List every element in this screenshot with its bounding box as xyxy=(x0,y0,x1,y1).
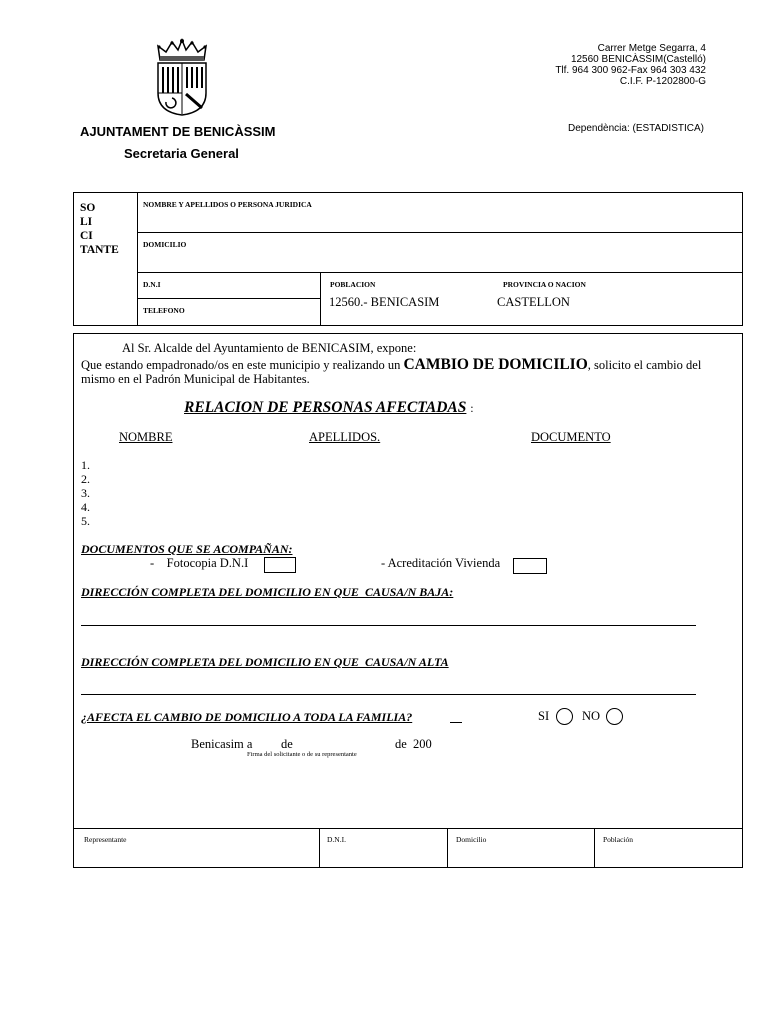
dni-field-label: D.N.I xyxy=(143,280,161,289)
yes-label: SI xyxy=(538,709,550,723)
coat-of-arms-logo xyxy=(152,38,212,116)
address-field-label: DOMICILIO xyxy=(143,240,187,249)
yes-radio[interactable] xyxy=(556,708,573,725)
no-radio[interactable] xyxy=(606,708,623,725)
footer-town-label: Población xyxy=(603,835,633,844)
list-item[interactable]: 5. xyxy=(81,514,90,528)
signature-note: Firma del solicitante o de su representante xyxy=(247,751,357,758)
documents-title: DOCUMENTOS QUE SE ACOMPAÑAN: xyxy=(81,542,293,556)
province-value[interactable]: CASTELLON xyxy=(497,295,570,309)
list-item[interactable]: 3. xyxy=(81,486,90,500)
address-field[interactable] xyxy=(138,250,742,271)
list-item[interactable]: 4. xyxy=(81,500,90,514)
dni-field[interactable] xyxy=(138,289,319,297)
address-block xyxy=(466,43,706,87)
address-line: Carrer Metge Segarra, 4 xyxy=(597,43,706,54)
person-list xyxy=(81,458,90,528)
removal-address-title: DIRECCIÓN COMPLETA DEL DOMICILIO EN QUE CAUSA/N BAJA: xyxy=(81,585,454,599)
list-item[interactable]: 1. xyxy=(81,458,90,472)
doc-dni-label: - Fotocopia D.N.I xyxy=(150,556,249,570)
dependency-label: Dependència: (ESTADISTICA) xyxy=(568,123,704,134)
address-line: 12560 BENICÀSSIM(Castelló) xyxy=(570,54,706,65)
greeting-text: Al Sr. Alcalde del Ayuntamiento de BENICASIM, expone: xyxy=(122,341,417,355)
province-field-label: PROVINCIA O NACION xyxy=(503,280,586,289)
relation-title: RELACION DE PERSONAS AFECTADAS : xyxy=(184,399,474,416)
statement-line2: mismo en el Padrón Municipal de Habitantes. xyxy=(81,372,310,386)
footer-representative-label: Representante xyxy=(84,835,127,844)
no-label: NO xyxy=(582,709,601,723)
department-name: Secretaria General xyxy=(124,146,239,161)
address-line: Tlf. 964 300 962-Fax 964 303 432 xyxy=(555,65,706,76)
registration-address-line[interactable] xyxy=(81,694,696,695)
doc-housing-checkbox[interactable] xyxy=(513,558,547,574)
footer-address-label: Domicilio xyxy=(456,835,487,844)
doc-dni-checkbox[interactable] xyxy=(264,557,296,573)
phone-field[interactable] xyxy=(138,315,319,325)
footer-dni-label: D.N.I. xyxy=(327,835,346,844)
place-date-de2: de 200 xyxy=(395,737,432,751)
list-item[interactable]: 2. xyxy=(81,472,90,486)
city-hall-name: AJUNTAMENT DE BENICÀSSIM xyxy=(80,124,276,139)
registration-address-title: DIRECCIÓN COMPLETA DEL DOMICILIO EN QUE CAUSA/N ALTA xyxy=(81,655,449,669)
name-field[interactable] xyxy=(138,210,742,231)
statement-text: Que estando empadronado/os en este municipio y realizando un CAMBIO DE DOMICILIO, solicito el cambio del xyxy=(81,356,702,373)
name-field-label: NOMBRE Y APELLIDOS O PERSONA JURIDICA xyxy=(143,200,312,209)
family-question: ¿AFECTA EL CAMBIO DE DOMICILIO A TODA LA FAMILIA? xyxy=(81,710,413,724)
column-header-surnames: APELLIDOS. xyxy=(309,430,381,444)
phone-field-label: TELEFONO xyxy=(143,306,185,315)
column-header-document: DOCUMENTO xyxy=(531,430,611,444)
place-date-de1: de xyxy=(281,737,293,751)
column-header-name: NOMBRE xyxy=(119,430,173,444)
place-date-a: Benicasim a xyxy=(191,737,253,751)
applicant-side-label: SO LI CI TANTE xyxy=(80,202,119,256)
doc-housing-label: - Acreditación Vivienda xyxy=(381,556,501,570)
town-field-label: POBLACION xyxy=(330,280,376,289)
removal-address-line[interactable] xyxy=(81,625,696,626)
town-value[interactable]: 12560.- BENICASIM xyxy=(329,295,440,309)
statement-emphasis: CAMBIO DE DOMICILIO xyxy=(403,356,588,373)
address-line: C.I.F. P-1202800-G xyxy=(619,76,706,87)
